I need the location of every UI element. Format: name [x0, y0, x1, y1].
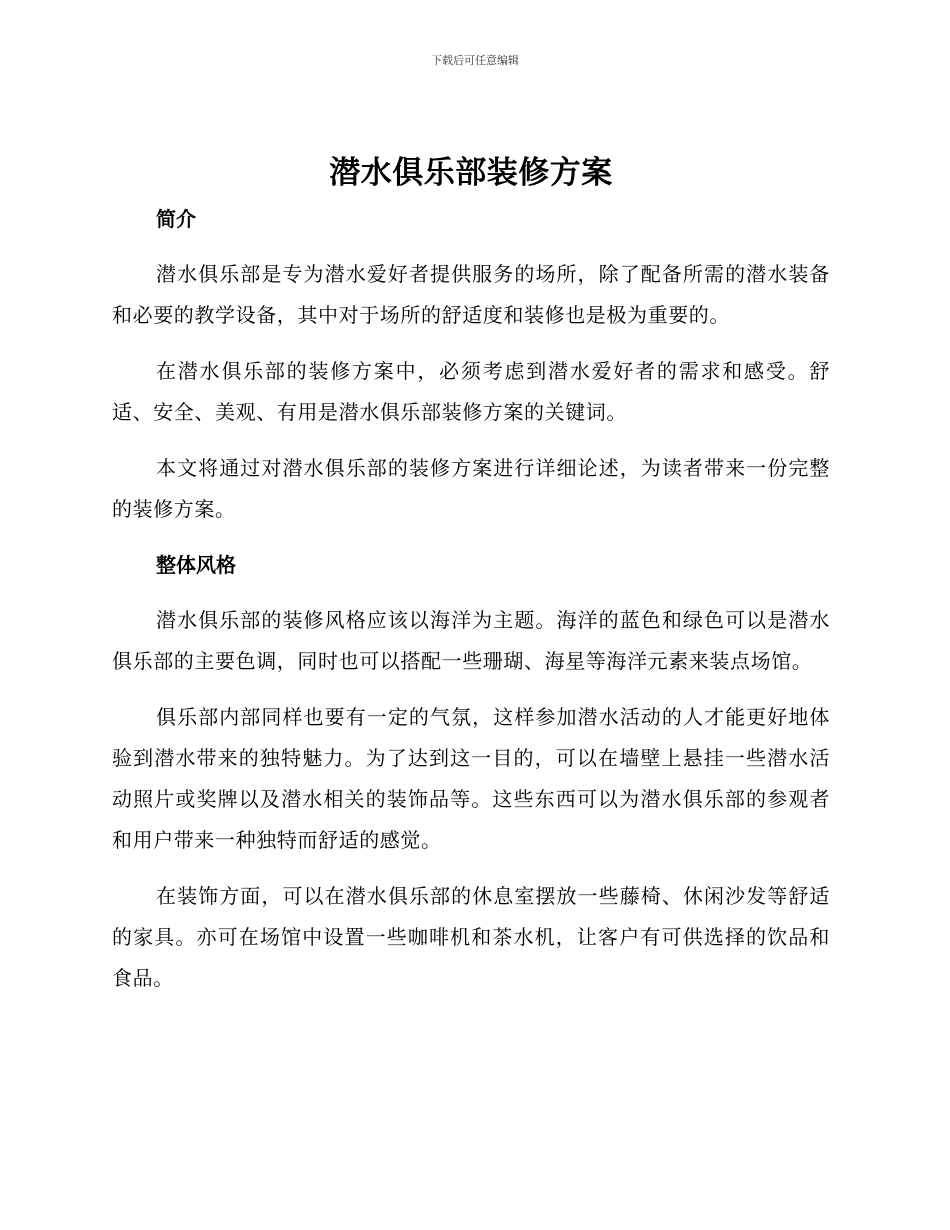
paragraph: 潜水俱乐部是专为潜水爱好者提供服务的场所，除了配备所需的潜水装备和必要的教学设备，其中对于场所的舒适度和装修也是极为重要的。: [112, 262, 830, 327]
section-heading-intro: 简介: [156, 207, 196, 231]
header-note: 下载后可任意编辑: [431, 54, 519, 67]
paragraph: 俱乐部内部同样也要有一定的气氛，这样参加潜水活动的人才能更好地体验到潜水带来的独特魅力。为了达到这一目的，可以在墙壁上悬挂一些潜水活动照片或奖牌以及潜水相关的装饰品等。这些东西可以为潜水俱乐部的参观者和用户带来一种独特而舒适的感觉。: [112, 705, 830, 852]
document-body: [112, 148, 830, 999]
paragraph: 本文将通过对潜水俱乐部的装修方案进行详细论述，为读者带来一份完整的装修方案。: [112, 456, 830, 521]
document-title: 潜水俱乐部装修方案: [329, 155, 613, 191]
paragraph: 在潜水俱乐部的装修方案中，必须考虑到潜水爱好者的需求和感受。舒适、安全、美观、有用是潜水俱乐部装修方案的关键词。: [112, 359, 830, 424]
paragraph: 在装饰方面，可以在潜水俱乐部的休息室摆放一些藤椅、休闲沙发等舒适的家具。亦可在场馆中设置一些咖啡机和茶水机，让客户有可供选择的饮品和食品。: [112, 884, 830, 990]
section-heading-style: 整体风格: [156, 553, 236, 577]
paragraph: 潜水俱乐部的装修风格应该以海洋为主题。海洋的蓝色和绿色可以是潜水俱乐部的主要色调，同时也可以搭配一些珊瑚、海星等海洋元素来装点场馆。: [112, 608, 830, 673]
